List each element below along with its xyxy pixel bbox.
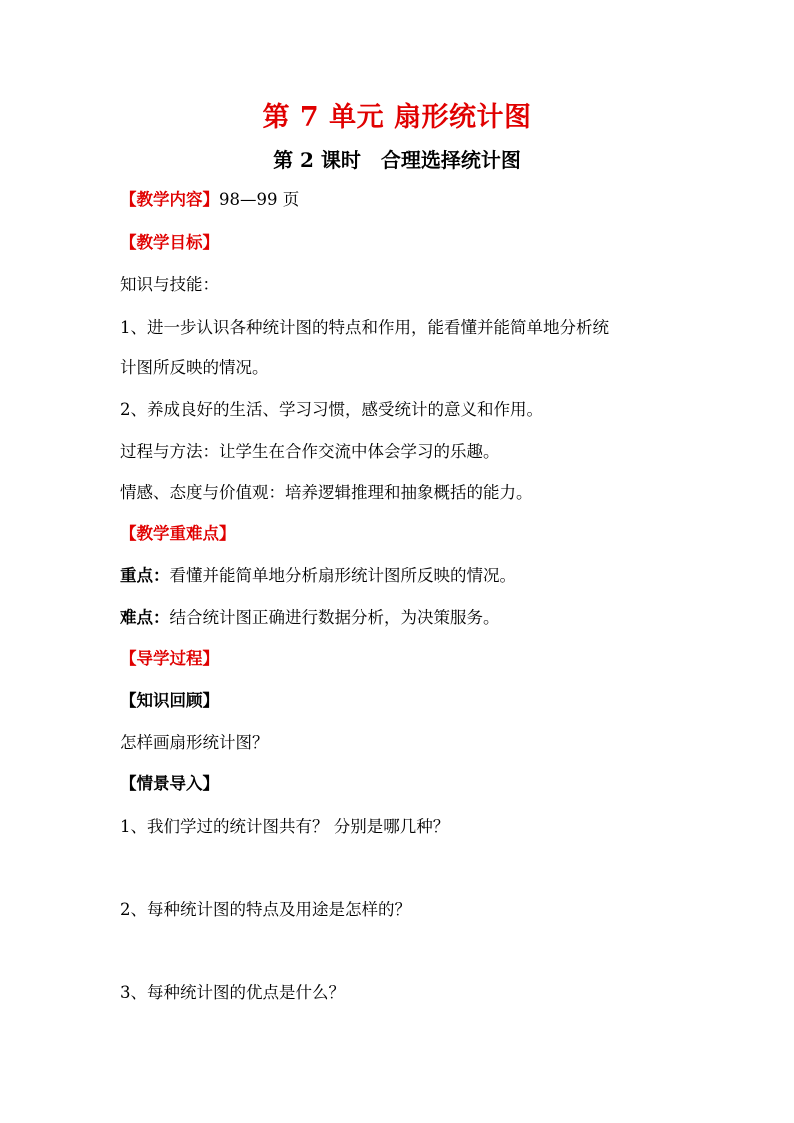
lesson-subtitle: 第 2 课时 合理选择统计图 <box>273 148 521 172</box>
teaching-content-row <box>120 188 299 212</box>
key-point-row <box>120 564 516 588</box>
key-point-text: 看懂并能简单地分析扇形统计图所反映的情况。 <box>169 566 516 585</box>
question-2: 2、每种统计图的特点及用途是怎样的？ <box>120 900 411 919</box>
scenario-heading: 【情景导入】 <box>120 774 219 793</box>
objective-2: 2、养成良好的生活、学习习惯，感受统计的意义和作用。 <box>120 400 543 419</box>
difficult-point-label: 难点： <box>120 608 170 627</box>
review-heading: 【知识回顾】 <box>120 691 219 710</box>
difficult-point-row <box>120 606 500 630</box>
question-3: 3、每种统计图的优点是什么？ <box>120 983 345 1002</box>
teaching-content-label: 【教学内容】 <box>120 190 219 209</box>
key-point-label: 重点： <box>120 566 170 585</box>
process-methods: 过程与方法：让学生在合作交流中体会学习的乐趣。 <box>120 442 500 461</box>
teaching-content-value: 98—99 页 <box>219 190 300 209</box>
objective-1-line-2: 计图所反映的情况。 <box>120 358 269 377</box>
unit-title: 第 7 单元 扇形统计图 <box>262 102 532 133</box>
objectives-heading: 【教学目标】 <box>120 233 219 252</box>
emotion-values: 情感、态度与价值观：培养逻辑推理和抽象概括的能力。 <box>120 483 533 502</box>
review-question: 怎样画扇形统计图？ <box>120 733 269 752</box>
difficult-point-text: 结合统计图正确进行数据分析，为决策服务。 <box>169 608 500 627</box>
process-heading: 【导学过程】 <box>120 649 219 668</box>
knowledge-skills-label: 知识与技能： <box>120 275 219 294</box>
question-1: 1、我们学过的统计图共有？ 分别是哪几种？ <box>120 817 450 836</box>
objective-1-line-1: 1、进一步认识各种统计图的特点和作用，能看懂并能简单地分析统 <box>120 318 609 337</box>
key-difficult-heading: 【教学重难点】 <box>120 524 236 543</box>
